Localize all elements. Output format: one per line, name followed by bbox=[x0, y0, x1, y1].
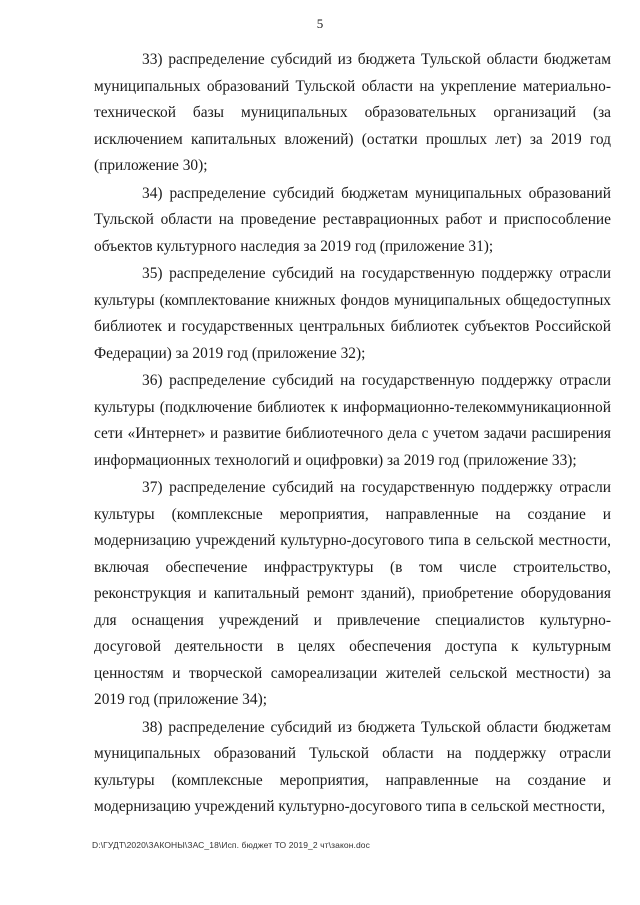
file-path-footer: D:\ГУДТ\2020\ЗАКОНЫ\ЗАС_18\Исп. бюджет ТО 2019_2 чт\закон.doc bbox=[92, 840, 370, 850]
page-number: 5 bbox=[316, 16, 324, 31]
paragraph-item-35: 35) распределение субсидий на государственную поддержку отрасли культуры (комплектование книжных фондов муниципальных общедоступных библиотек и государственных центральных библиотек субъектов Российской Федерации) за 2019 год (приложение 32); bbox=[94, 265, 611, 362]
paragraph-item-33: 33) распределение субсидий из бюджета Тульской области бюджетам муниципальных образований Тульской области на укрепление материально-технической базы муниципальных образовательных организаций (за исключением капитальных вложений) (остатки прошлых лет) за 2019 год (приложение 30); bbox=[94, 51, 611, 174]
document-body bbox=[94, 47, 611, 821]
paragraph-item-37: 37) распределение субсидий на государственную поддержку отрасли культуры (комплексные мероприятия, направленные на создание и модернизацию учреждений культурно-досугового типа в сельской местности, включая обеспечение инфраструктуры (в том числе строительство, реконструкция и капитальный ремонт зданий), приобретение оборудования для оснащения учреждений и привлечение специалистов культурно-досуговой деятельности в целях обеспечения доступа к культурным ценностям и творческой самореализации жителей сельской местности) за 2019 год (приложение 34); bbox=[94, 479, 611, 708]
paragraph-item-38: 38) распределение субсидий из бюджета Тульской области бюджетам муниципальных образований Тульской области на поддержку отрасли культуры (комплексные мероприятия, направленные на создание и модернизацию учреждений культурно-досугового типа в сельской местности, bbox=[94, 718, 611, 815]
paragraph-item-34: 34) распределение субсидий бюджетам муниципальных образований Тульской области на проведение реставрационных работ и приспособление объектов культурного наследия за 2019 год (приложение 31); bbox=[94, 184, 611, 255]
paragraph-item-36: 36) распределение субсидий на государственную поддержку отрасли культуры (подключение библиотек к информационно-телекоммуникационной сети «Интернет» и развитие библиотечного дела с учетом задачи расширения информационных технологий и оцифровки) за 2019 год (приложение 33); bbox=[94, 372, 611, 469]
